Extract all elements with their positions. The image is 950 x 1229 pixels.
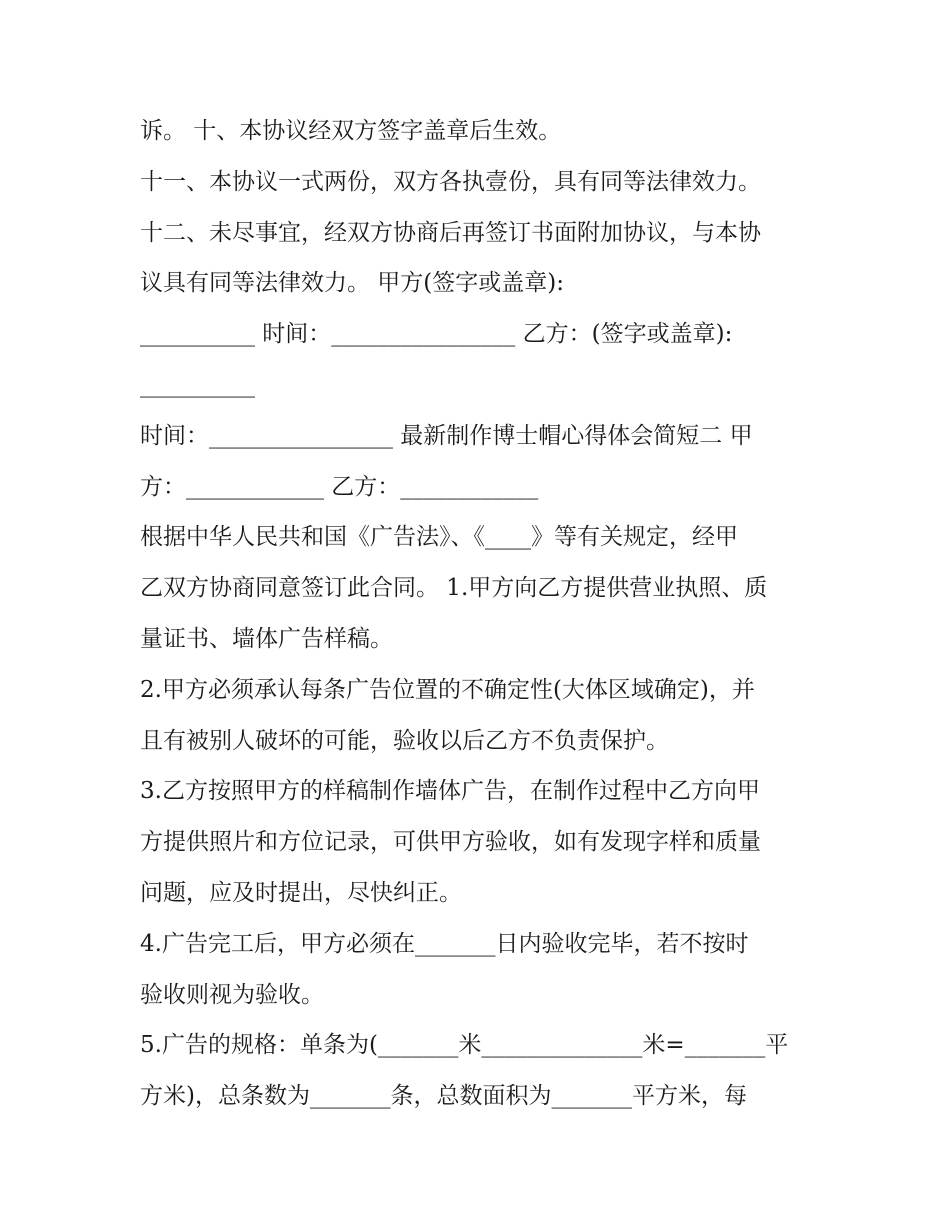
text-line: 问题，应及时提出，尽快纠正。 <box>140 879 462 906</box>
text-line: 验收则视为验收。 <box>140 981 324 1008</box>
text-line: 2.甲方必须承认每条广告位置的不确定性(大体区域确定)，并 <box>140 676 755 703</box>
text-line: 方：____________ 乙方：____________ <box>140 473 539 500</box>
text-line: 方提供照片和方位记录，可供甲方验收，如有发现字样和质量 <box>140 829 761 856</box>
text-line: 乙双方协商同意签订此合同。 1.甲方向乙方提供营业执照、质 <box>140 575 768 602</box>
text-line: 且有被别人破坏的可能，验收以后乙方不负责保护。 <box>140 727 669 754</box>
text-line: 4.广告完工后，甲方必须在_______日内验收完毕，若不按时 <box>140 930 749 957</box>
text-line: __________ 时间：________________ 乙方：(签字或盖章): <box>140 321 733 348</box>
text-line: __________ <box>140 371 255 398</box>
text-line: 方米)，总条数为_______条，总数面积为_______平方米，每 <box>140 1083 747 1110</box>
text-line: 3.乙方按照甲方的样稿制作墙体广告，在制作过程中乙方向甲 <box>140 778 760 805</box>
text-line: 议具有同等法律效力。 甲方(签字或盖章): <box>140 270 565 297</box>
document-body <box>140 106 820 1122</box>
text-line: 时间：________________ 最新制作博士帽心得体会简短二 甲 <box>140 422 753 449</box>
text-line: 十一、本协议一式两份，双方各执壹份，具有同等法律效力。 <box>140 168 761 195</box>
text-line: 诉。 十、本协议经双方签字盖章后生效。 <box>140 118 562 144</box>
text-line: 5.广告的规格：单条为(_______米______________米=_______平 <box>140 1032 789 1059</box>
text-line: 根据中华人民共和国《广告法》、《____》等有关规定，经甲 <box>140 524 738 551</box>
text-line: 量证书、墙体广告样稿。 <box>140 625 393 652</box>
text-line: 十二、未尽事宜，经双方协商后再签订书面附加协议，与本协 <box>140 219 761 246</box>
